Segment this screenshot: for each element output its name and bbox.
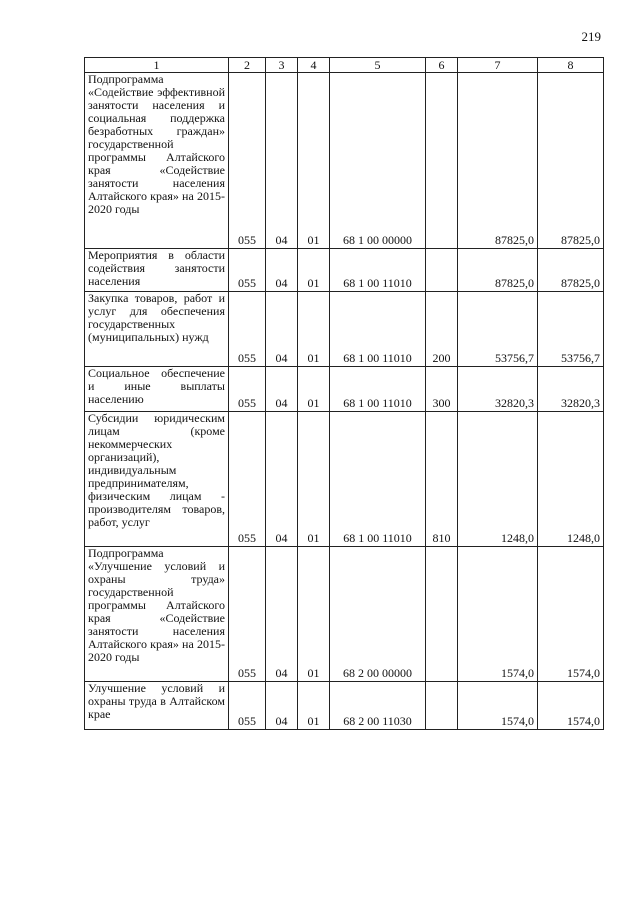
expense-type-code: 300 [426,367,458,412]
admin-code: 055 [229,249,266,292]
table-row [85,682,604,730]
target-article-code: 68 2 00 00000 [330,547,426,682]
header-row [85,58,604,73]
amount-year-1: 87825,0 [458,249,538,292]
admin-code: 055 [229,547,266,682]
amount-year-2: 87825,0 [538,249,604,292]
admin-code: 055 [229,292,266,367]
amount-year-2: 87825,0 [538,73,604,249]
subsection-code: 01 [298,292,330,367]
amount-year-2: 1574,0 [538,547,604,682]
section-code: 04 [266,292,298,367]
amount-year-1: 1574,0 [458,547,538,682]
table-row [85,292,604,367]
amount-year-1: 87825,0 [458,73,538,249]
subsection-code: 01 [298,682,330,730]
target-article-code: 68 1 00 00000 [330,73,426,249]
target-article-code: 68 1 00 11010 [330,249,426,292]
row-name: Закупка товаров, работ и услуг для обеспечения государственных (муниципальных) нужд [85,292,229,367]
column-header: 1 [85,58,229,73]
expense-type-code [426,73,458,249]
column-header: 7 [458,58,538,73]
section-code: 04 [266,73,298,249]
column-header: 5 [330,58,426,73]
amount-year-2: 1574,0 [538,682,604,730]
row-name: Субсидии юридическим лицам (кроме некоммерческих организаций), индивидуальным предпринимателям, физическим лицам - производителям товаров, работ, услуг [85,412,229,547]
section-code: 04 [266,682,298,730]
admin-code: 055 [229,73,266,249]
subsection-code: 01 [298,249,330,292]
target-article-code: 68 1 00 11010 [330,367,426,412]
budget-table [84,57,604,730]
section-code: 04 [266,367,298,412]
table-row [85,367,604,412]
row-name: Подпрограмма «Содействие эффективной занятости населения и социальная поддержка безработных граждан» государственной программы Алтайского края «Содействие занятости населения Алтайского края» на 2015-2020 годы [85,73,229,249]
expense-type-code: 810 [426,412,458,547]
row-name: Подпрограмма «Улучшение условий и охраны труда» государственной программы Алтайского края «Содействие занятости населения Алтайского края» на 2015-2020 годы [85,547,229,682]
column-header: 3 [266,58,298,73]
row-name: Мероприятия в области содействия занятости населения [85,249,229,292]
amount-year-1: 1248,0 [458,412,538,547]
subsection-code: 01 [298,73,330,249]
column-header: 2 [229,58,266,73]
table-row [85,73,604,249]
amount-year-1: 1574,0 [458,682,538,730]
row-name: Социальное обеспечение и иные выплаты населению [85,367,229,412]
expense-type-code [426,249,458,292]
table-row [85,547,604,682]
column-header: 8 [538,58,604,73]
subsection-code: 01 [298,547,330,682]
amount-year-2: 53756,7 [538,292,604,367]
expense-type-code [426,547,458,682]
subsection-code: 01 [298,412,330,547]
section-code: 04 [266,412,298,547]
table-row [85,249,604,292]
section-code: 04 [266,249,298,292]
amount-year-2: 32820,3 [538,367,604,412]
admin-code: 055 [229,412,266,547]
column-header: 4 [298,58,330,73]
admin-code: 055 [229,682,266,730]
admin-code: 055 [229,367,266,412]
amount-year-1: 32820,3 [458,367,538,412]
amount-year-1: 53756,7 [458,292,538,367]
expense-type-code [426,682,458,730]
row-name: Улучшение условий и охраны труда в Алтайском крае [85,682,229,730]
target-article-code: 68 2 00 11030 [330,682,426,730]
section-code: 04 [266,547,298,682]
table-row [85,412,604,547]
page-number: 219 [581,29,601,44]
target-article-code: 68 1 00 11010 [330,292,426,367]
subsection-code: 01 [298,367,330,412]
target-article-code: 68 1 00 11010 [330,412,426,547]
amount-year-2: 1248,0 [538,412,604,547]
expense-type-code: 200 [426,292,458,367]
column-header: 6 [426,58,458,73]
